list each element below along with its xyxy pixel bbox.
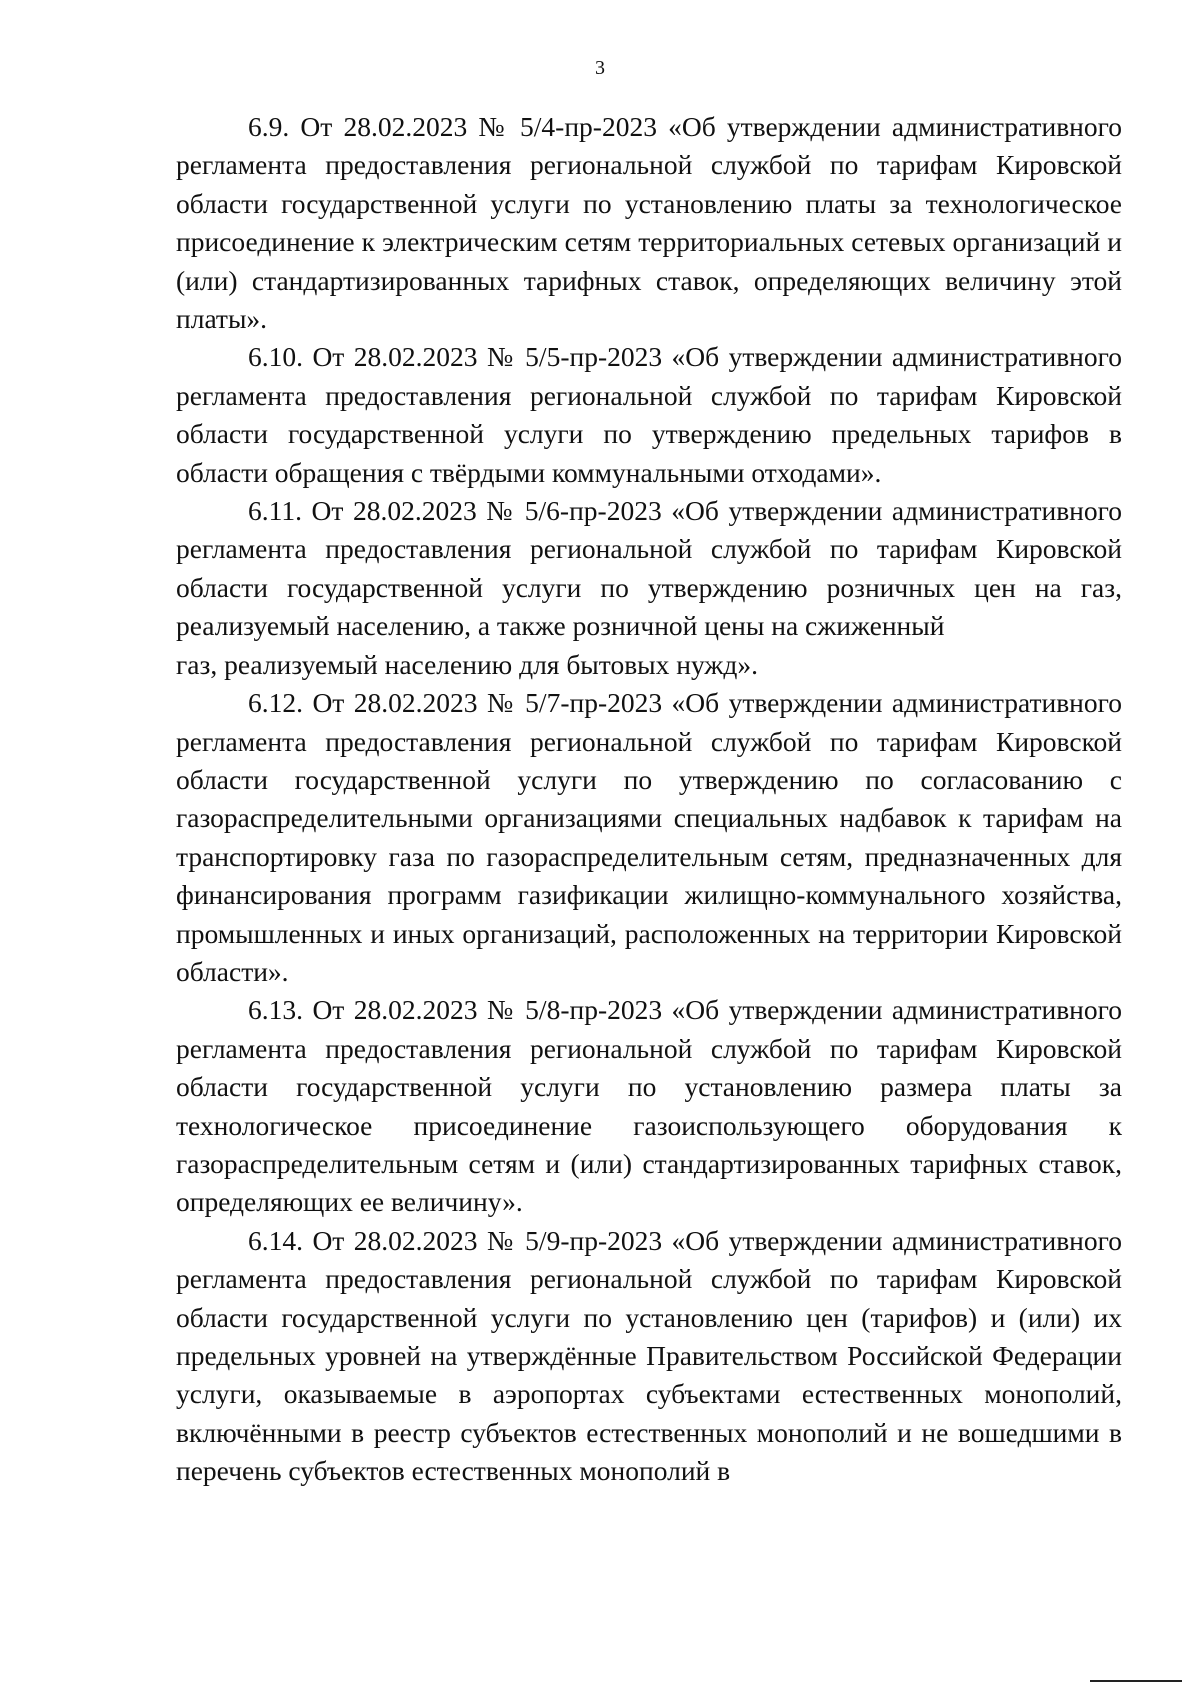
- document-body: [176, 108, 1122, 1491]
- clause-6-9: 6.9. От 28.02.2023 № 5/4-пр-2023 «Об утверждении административного регламента предоставления региональной службой по тарифам Кировской области государственной услуги по установлению платы за технологическое присоединение к электрическим сетям территориальных сетевых организаций и (или) стандартизированных тарифных ставок, определяющих величину этой платы».: [176, 111, 1122, 335]
- clause-6-11-continuation: газ, реализуемый населению для бытовых нужд».: [176, 648, 758, 680]
- clause-6-11: 6.11. От 28.02.2023 № 5/6-пр-2023 «Об утверждении административного регламента предоставления региональной службой по тарифам Кировской области государственной услуги по утверждению розничных цен на газ, реализуемый населению, а также розничной цены на сжиженный: [176, 495, 1122, 642]
- clause-6-13: 6.13. От 28.02.2023 № 5/8-пр-2023 «Об утверждении административного регламента предоставления региональной службой по тарифам Кировской области государственной услуги по установлению размера платы за технологическое присоединение газоиспользующего оборудования к газораспределительным сетям и (или) стандартизированных тарифных ставок, определяющих ее величину».: [176, 994, 1122, 1218]
- clause-6-12: 6.12. От 28.02.2023 № 5/7-пр-2023 «Об утверждении административного регламента предоставления региональной службой по тарифам Кировской области государственной услуги по утверждению по согласованию с газораспределительными организациями специальных надбавок к тарифам на транспортировку газа по газораспределительным сетям, предназначенных для финансирования программ газификации жилищно-коммунального хозяйства, промышленных и иных организаций, расположенных на территории Кировской области».: [176, 687, 1122, 987]
- page-number: 3: [595, 57, 605, 79]
- clause-6-14: 6.14. От 28.02.2023 № 5/9-пр-2023 «Об утверждении административного регламента предоставления региональной службой по тарифам Кировской области государственной услуги по установлению цен (тарифов) и (или) их предельных уровней на утверждённые Правительством Российской Федерации услуги, оказываемые в аэропортах субъектами естественных монополий, включёнными в реестр субъектов естественных монополий и не вошедшими в перечень субъектов естественных монополий в: [176, 1224, 1122, 1487]
- footer-rule: [1090, 1680, 1182, 1682]
- clause-6-10: 6.10. От 28.02.2023 № 5/5-пр-2023 «Об утверждении административного регламента предоставления региональной службой по тарифам Кировской области государственной услуги по утверждению предельных тарифов в области обращения с твёрдыми коммунальными отходами».: [176, 341, 1122, 488]
